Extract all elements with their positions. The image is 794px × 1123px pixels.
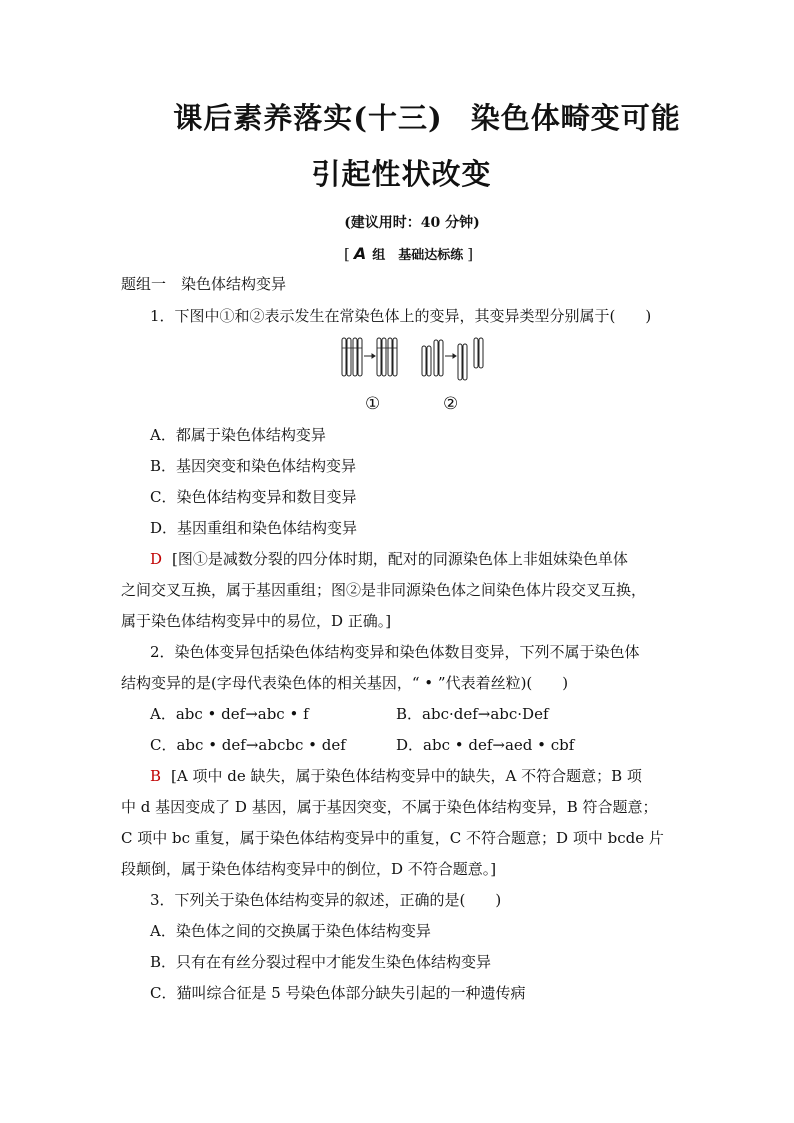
chromatid [342,338,346,376]
q1-option-a: A．都属于染色体结构变异 [150,426,326,444]
arrow-head-icon [453,354,456,358]
chromatid [474,338,478,368]
chromatid [463,344,467,380]
figure-label-1: ① [365,394,381,414]
page-title [0,96,794,137]
q2-explanation-line [150,766,677,786]
chromatid [422,346,426,376]
q2-option-b: B．abc·def→abc·Def [396,705,549,723]
suggested-time: (建议用时：40 分钟) [344,215,480,231]
q2-answer: B [150,767,162,785]
q1-option-b: B．基因突变和染色体结构变异 [150,457,357,475]
chromatid [347,338,351,376]
q2-options-row [150,704,677,724]
group-label: 组 基础达标练 [372,248,464,263]
title-part2: 染色体畸变可能 [470,101,681,135]
group-bracket-close: ] [467,244,474,263]
q2-stem-line: 2．染色体变异包括染色体结构变异和染色体数目变异，下列不属于染色体 [150,643,640,661]
chromatid [377,338,381,376]
chromatid [353,338,357,376]
q3-option-c: C．猫叫综合征是 5 号染色体部分缺失引起的一种遗传病 [150,984,526,1002]
q2-explanation-line: C 项中 bc 重复，属于染色体结构变异中的重复，C 不符合题意；D 项中 bcde 片 [121,829,664,847]
q2-explanation-line: 段颠倒，属于染色体结构变异中的倒位，D 不符合题意。] [121,860,497,878]
chromatid [388,338,392,376]
q2-options-row [150,735,677,755]
group-tag [344,244,473,263]
q1-stem: 1．下图中①和②表示发生在常染色体上的变异，其变异类型分别属于( ) [150,307,652,325]
chromatid [434,340,438,376]
group-bracket-open: [ [344,244,350,263]
page-title-line2: 引起性状改变 [311,157,492,191]
group-letter: A [353,244,367,263]
q3-stem: 3．下列关于染色体结构变异的叙述，正确的是( ) [150,891,502,909]
chromatid [439,340,443,376]
chromosome-variation-figure [330,334,490,382]
q1-explanation-text: [图①是减数分裂的四分体时期，配对的同源染色体上非姐妹染色单体 [172,550,628,568]
chromatid [382,338,386,376]
title-part1: 课后素养落实(十三) [173,101,443,135]
chromatid [479,338,483,368]
q2-explanation-line: 中 d 基因变成了 D 基因，属于基因突变，不属于染色体结构变异，B 符合题意； [121,798,658,816]
q1-option-c: C．染色体结构变异和数目变异 [150,488,357,506]
q2-stem-line: 结构变异的是(字母代表染色体的相关基因，“ • ”代表着丝粒)( ) [121,674,569,692]
chromatid [427,346,431,376]
q3-option-b: B．只有在有丝分裂过程中才能发生染色体结构变异 [150,953,492,971]
arrow-head-icon [372,354,375,358]
q2-option-a: A．abc • def→abc • f [150,705,309,723]
figure-label-2: ② [443,394,459,414]
q1-explanation-line: 属于染色体结构变异中的易位，D 正确。] [121,612,392,630]
q2-option-d: D．abc • def→aed • cbf [396,736,575,754]
q1-option-d: D．基因重组和染色体结构变异 [150,519,358,537]
q1-explanation-line: 之间交叉互换，属于基因重组；图②是非同源染色体之间染色体片段交叉互换， [121,581,647,599]
q2-option-c: C．abc • def→abcbc • def [150,736,346,754]
q1-explanation-line [150,549,677,569]
q1-answer: D [150,550,163,568]
chromatid [458,344,462,380]
chromatid [393,338,397,376]
section-heading: 题组一 染色体结构变异 [121,275,287,293]
q2-explanation-text: [A 项中 de 缺失，属于染色体结构变异中的缺失，A 不符合题意；B 项 [171,767,642,785]
q3-option-a: A．染色体之间的交换属于染色体结构变异 [150,922,431,940]
chromatid [358,338,362,376]
